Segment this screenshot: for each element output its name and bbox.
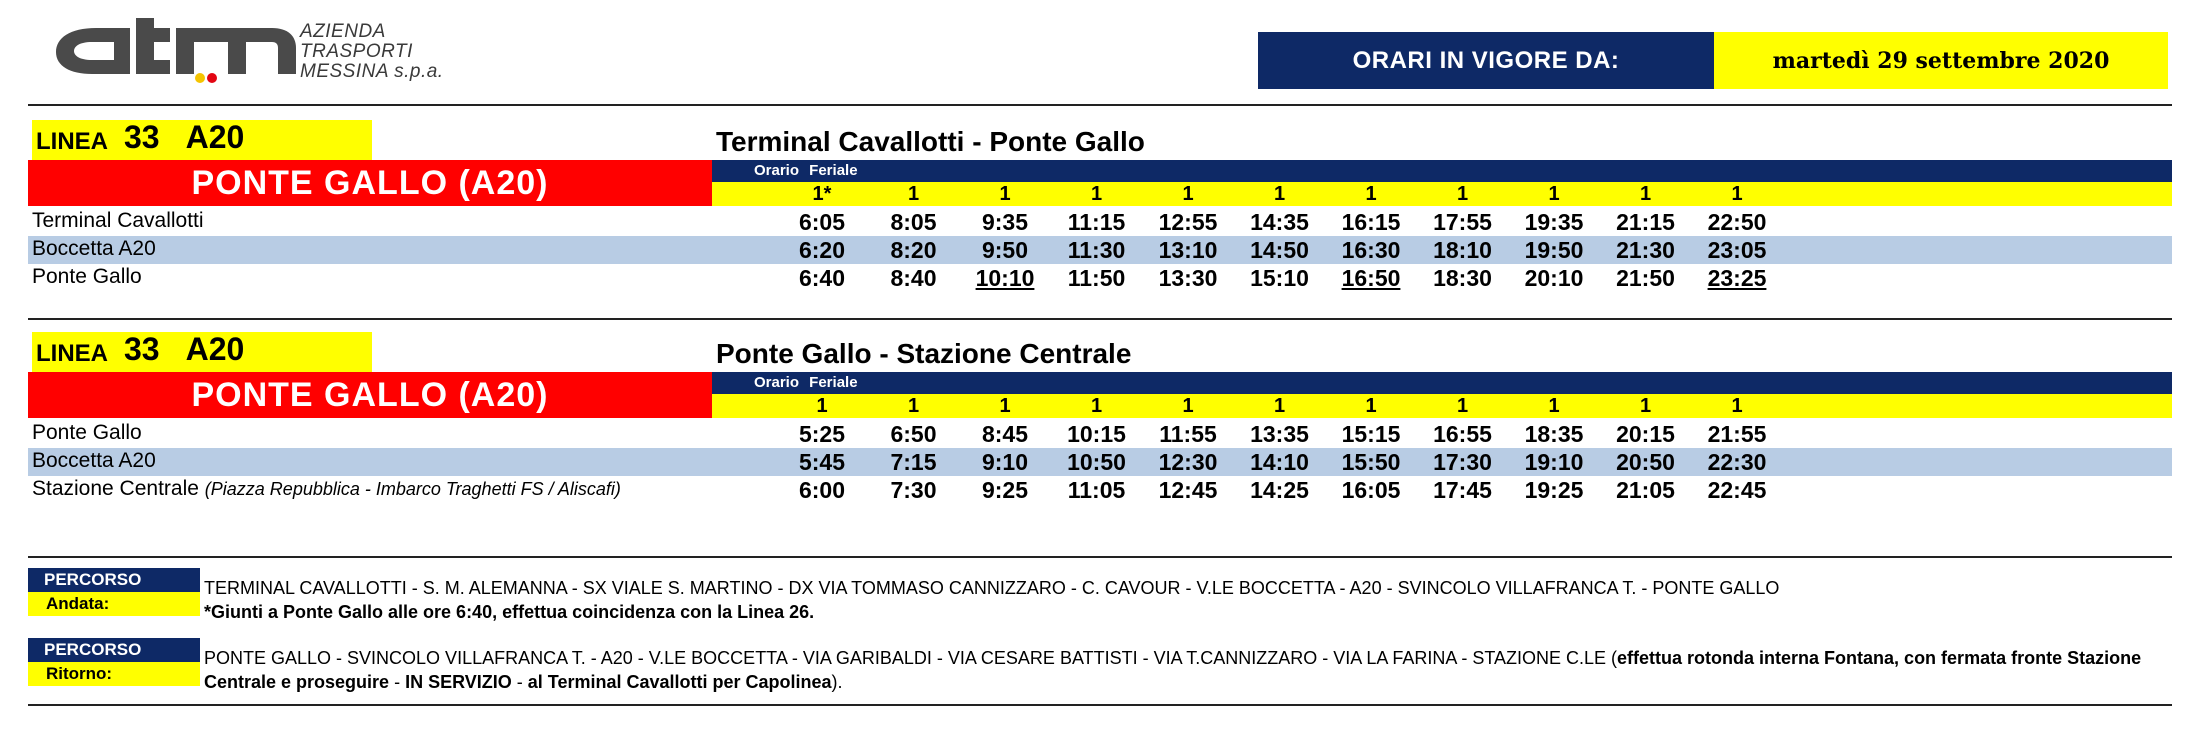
company-name bbox=[300, 22, 444, 82]
run-code: 1 bbox=[1090, 183, 1103, 205]
route-detail: effettua rotonda interna Fontana, con fermata fronte Stazione Centrale e proseguire bbox=[204, 648, 2142, 692]
stop-name: Boccetta A20 bbox=[32, 449, 156, 472]
departure-time: 17:55 bbox=[1433, 209, 1492, 235]
departure-time: 16:05 bbox=[1341, 477, 1401, 503]
departure-time: 22:50 bbox=[1707, 209, 1767, 235]
departure-time: 18:10 bbox=[1433, 237, 1492, 263]
departure-time: 14:25 bbox=[1250, 477, 1309, 503]
stop-name: Ponte Gallo bbox=[32, 265, 142, 288]
departure-time: 21:30 bbox=[1616, 237, 1675, 263]
departure-time: 11:30 bbox=[1067, 237, 1126, 263]
stop-name: Boccetta A20 bbox=[32, 237, 156, 260]
departure-time: 8:05 bbox=[890, 209, 937, 235]
run-code: 1 bbox=[999, 183, 1011, 205]
departure-time: 22:45 bbox=[1707, 477, 1767, 503]
stop-name: Stazione Centrale (Piazza Repubblica - Imbarco Traghetti FS / Aliscafi) bbox=[32, 477, 621, 500]
stop-row bbox=[28, 208, 2172, 236]
run-code: 1 bbox=[1182, 183, 1194, 205]
run-code: 1 bbox=[907, 395, 920, 417]
company-name-line: MESSINA s.p.a. bbox=[300, 61, 444, 82]
line-badge bbox=[32, 332, 372, 372]
stop-row bbox=[28, 236, 2172, 264]
company-name-line: TRASPORTI bbox=[300, 41, 413, 62]
company-name-line: AZIENDA bbox=[300, 21, 386, 42]
departure-time: 9:25 bbox=[981, 477, 1029, 503]
run-code: 1 bbox=[1548, 395, 1560, 417]
departure-time: 8:45 bbox=[981, 421, 1029, 447]
run-code: 1 bbox=[1639, 395, 1652, 417]
departure-time: 6:40 bbox=[798, 265, 846, 291]
route-stops: PONTE GALLO - SVINCOLO VILLAFRANCA T. - A20 - V.LE BOCCETTA - VIA GARIBALDI - VIA CESARE BATTISTI - VIA T.CANNIZZARO - VIA LA FARINA - STAZIONE C.LE ( bbox=[204, 648, 1618, 668]
departure-time: 20:10 bbox=[1524, 265, 1584, 291]
departure-time: 16:50 bbox=[1341, 265, 1401, 291]
run-code: 1 bbox=[1090, 395, 1103, 417]
stop-row bbox=[28, 448, 2172, 476]
departure-time: 19:50 bbox=[1524, 237, 1584, 263]
route-note: *Giunti a Ponte Gallo alle ore 6:40, effettua coincidenza con la Linea 26. bbox=[204, 602, 815, 622]
validity-date: martedì 29 settembre 2020 bbox=[1714, 32, 2168, 89]
departure-time: 10:50 bbox=[1067, 449, 1126, 475]
departure-time: 16:30 bbox=[1341, 237, 1401, 263]
schedule-label: Orario Feriale bbox=[712, 160, 2172, 182]
route-detail: IN SERVIZIO bbox=[405, 672, 512, 692]
stop-row bbox=[28, 476, 2172, 504]
stop-name: Terminal Cavallotti bbox=[32, 209, 204, 232]
line-word: LINEA bbox=[36, 340, 108, 367]
line-word: LINEA bbox=[36, 128, 108, 155]
run-code: 1 bbox=[1273, 183, 1286, 205]
route-label-bottom: Ritorno: bbox=[28, 662, 200, 686]
line-number: 33 bbox=[124, 331, 160, 367]
route-stops: TERMINAL CAVALLOTTI - S. M. ALEMANNA - SX VIALE S. MARTINO - DX VIA TOMMASO CANNIZZARO - C. CAVOUR - V.LE BOCCETTA - A20 - SVINCOLO VILLAFRANCA T. - PONTE GALLO bbox=[204, 578, 1780, 598]
departure-time: 15:15 bbox=[1341, 421, 1401, 447]
departure-time: 6:00 bbox=[798, 477, 846, 503]
departure-time: 6:50 bbox=[890, 421, 937, 447]
route-label-top: PERCORSO bbox=[28, 568, 200, 592]
validity-banner bbox=[1258, 32, 2168, 89]
departure-time: 17:30 bbox=[1433, 449, 1492, 475]
route-label-top: PERCORSO bbox=[28, 638, 200, 662]
departure-time: 9:10 bbox=[981, 449, 1029, 475]
departure-time: 16:15 bbox=[1341, 209, 1401, 235]
departure-time: 6:05 bbox=[798, 209, 846, 235]
run-code: 1 bbox=[1731, 395, 1743, 417]
divider bbox=[28, 556, 2172, 558]
stop-row bbox=[28, 264, 2172, 292]
departure-time: 19:35 bbox=[1524, 209, 1584, 235]
departure-time: 7:15 bbox=[890, 449, 937, 475]
timetable-outbound bbox=[28, 120, 2172, 330]
route-description-return bbox=[204, 646, 2164, 694]
departure-time: 9:50 bbox=[981, 237, 1029, 263]
run-code: 1 bbox=[1731, 183, 1743, 205]
departure-time: 21:55 bbox=[1707, 421, 1767, 447]
departure-time: 10:15 bbox=[1067, 421, 1126, 447]
departure-time: 17:45 bbox=[1433, 477, 1492, 503]
departure-time: 14:10 bbox=[1250, 449, 1309, 475]
departure-time: 19:25 bbox=[1524, 477, 1584, 503]
departure-time: 15:50 bbox=[1341, 449, 1401, 475]
route-description-outbound bbox=[204, 576, 2164, 624]
departure-time: 8:40 bbox=[890, 265, 937, 291]
departure-time: 21:50 bbox=[1616, 265, 1675, 291]
validity-label: ORARI IN VIGORE DA: bbox=[1258, 32, 1714, 89]
run-code: 1 bbox=[1365, 183, 1377, 205]
departure-time: 21:05 bbox=[1616, 477, 1675, 503]
route-separator: ). bbox=[831, 672, 843, 692]
route-title: Terminal Cavallotti - Ponte Gallo bbox=[716, 126, 1145, 157]
divider bbox=[28, 104, 2172, 106]
route-separator: - bbox=[389, 672, 406, 692]
route-title: Ponte Gallo - Stazione Centrale bbox=[716, 338, 1132, 369]
departure-time: 11:05 bbox=[1067, 477, 1126, 503]
timetable-return bbox=[28, 332, 2172, 542]
line-code: A20 bbox=[185, 331, 245, 367]
departure-time: 22:30 bbox=[1707, 449, 1767, 475]
run-code: 1 bbox=[1182, 395, 1194, 417]
company-logo bbox=[52, 18, 472, 88]
departure-time: 5:45 bbox=[798, 449, 846, 475]
run-code: 1* bbox=[812, 183, 832, 205]
run-code: 1 bbox=[1365, 395, 1377, 417]
destination-banner: PONTE GALLO (A20) bbox=[28, 160, 712, 206]
departure-time: 18:30 bbox=[1433, 265, 1492, 291]
departure-time: 13:30 bbox=[1158, 265, 1218, 291]
run-code: 1 bbox=[1639, 183, 1652, 205]
route-detail: al Terminal Cavallotti per Capolinea bbox=[527, 672, 832, 692]
departure-time: 14:35 bbox=[1250, 209, 1309, 235]
run-code: 1 bbox=[816, 395, 828, 417]
route-label-bottom: Andata: bbox=[28, 592, 200, 616]
line-badge bbox=[32, 120, 372, 160]
departure-time: 12:30 bbox=[1158, 449, 1218, 475]
departure-time: 5:25 bbox=[798, 421, 846, 447]
route-label-outbound bbox=[28, 568, 200, 616]
departure-time: 20:50 bbox=[1616, 449, 1675, 475]
departure-time: 12:55 bbox=[1158, 209, 1218, 235]
departure-time: 9:35 bbox=[981, 209, 1029, 235]
route-separator: - bbox=[511, 672, 528, 692]
run-code: 1 bbox=[1273, 395, 1286, 417]
run-codes-row bbox=[712, 182, 2172, 206]
route-label-return bbox=[28, 638, 200, 686]
departure-time: 23:25 bbox=[1707, 265, 1767, 291]
run-code: 1 bbox=[907, 183, 920, 205]
run-codes-row bbox=[712, 394, 2172, 418]
departure-time: 16:55 bbox=[1433, 421, 1492, 447]
departure-time: 21:15 bbox=[1616, 209, 1675, 235]
run-code: 1 bbox=[999, 395, 1011, 417]
stop-name: Ponte Gallo bbox=[32, 421, 142, 444]
run-code: 1 bbox=[1456, 183, 1469, 205]
departure-time: 6:20 bbox=[798, 237, 846, 263]
departure-time: 13:10 bbox=[1158, 237, 1218, 263]
stop-note: (Piazza Repubblica - Imbarco Traghetti FS / Aliscafi) bbox=[204, 479, 621, 499]
departure-time: 18:35 bbox=[1524, 421, 1584, 447]
departure-time: 11:50 bbox=[1067, 265, 1126, 291]
departure-time: 13:35 bbox=[1250, 421, 1309, 447]
line-code: A20 bbox=[185, 119, 245, 155]
departure-time: 15:10 bbox=[1250, 265, 1309, 291]
departure-time: 10:10 bbox=[975, 265, 1035, 291]
run-code: 1 bbox=[1456, 395, 1469, 417]
schedule-label: Orario Feriale bbox=[712, 372, 2172, 394]
destination-banner: PONTE GALLO (A20) bbox=[28, 372, 712, 418]
line-number: 33 bbox=[124, 119, 160, 155]
run-code: 1 bbox=[1548, 183, 1560, 205]
atm-logo-icon bbox=[52, 18, 300, 84]
departure-time: 11:15 bbox=[1067, 209, 1126, 235]
departure-time: 11:55 bbox=[1159, 421, 1217, 447]
stop-row bbox=[28, 420, 2172, 448]
departure-time: 23:05 bbox=[1707, 237, 1767, 263]
departure-time: 19:10 bbox=[1524, 449, 1584, 475]
departure-time: 8:20 bbox=[890, 237, 937, 263]
departure-time: 12:45 bbox=[1158, 477, 1218, 503]
departure-time: 7:30 bbox=[890, 477, 937, 503]
divider bbox=[28, 704, 2172, 706]
divider bbox=[28, 318, 2172, 320]
departure-time: 14:50 bbox=[1250, 237, 1309, 263]
departure-time: 20:15 bbox=[1616, 421, 1675, 447]
